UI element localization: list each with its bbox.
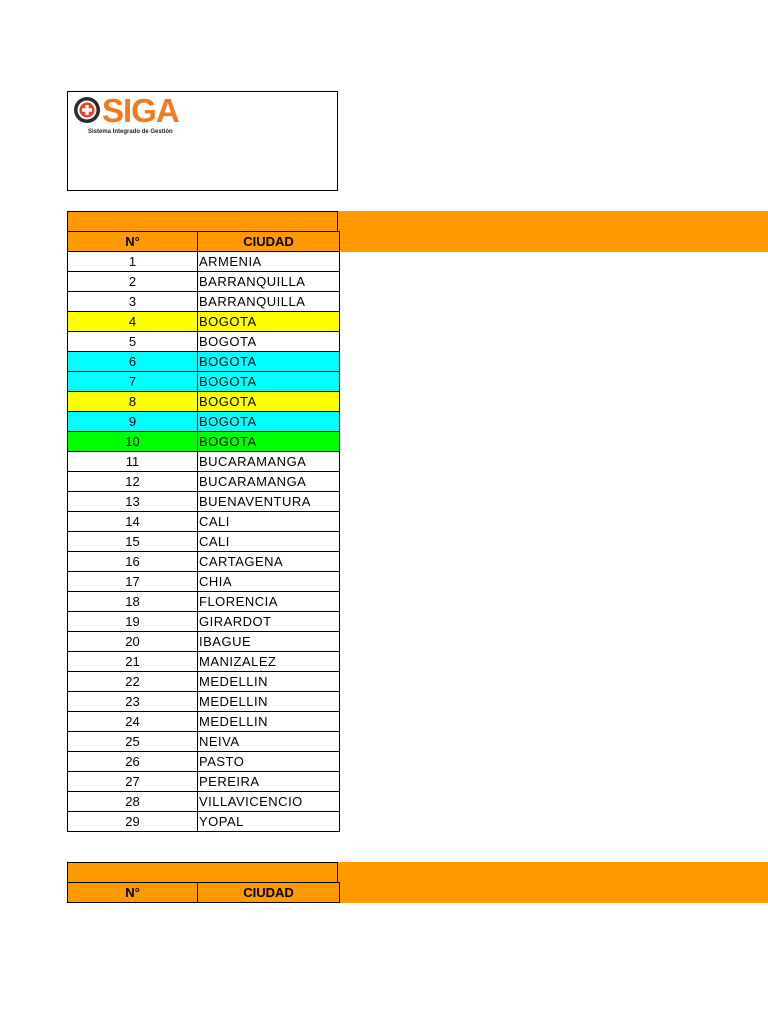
table-row (68, 372, 340, 392)
row-city: MEDELLIN (198, 692, 340, 712)
city-table-2 (67, 882, 340, 903)
row-number: 14 (68, 512, 198, 532)
table-row (68, 652, 340, 672)
row-number: 26 (68, 752, 198, 772)
row-number: 18 (68, 592, 198, 612)
row-number: 23 (68, 692, 198, 712)
table-row (68, 732, 340, 752)
row-city: FLORENCIA (198, 592, 340, 612)
row-city: CHIA (198, 572, 340, 592)
row-number: 6 (68, 352, 198, 372)
row-city: BARRANQUILLA (198, 292, 340, 312)
row-city: BOGOTA (198, 332, 340, 352)
column-header-number: N° (68, 232, 198, 252)
row-city: BOGOTA (198, 392, 340, 412)
row-city: BUENAVENTURA (198, 492, 340, 512)
table-row (68, 632, 340, 652)
row-number: 15 (68, 532, 198, 552)
column-header-city: CIUDAD (198, 883, 340, 903)
table-row (68, 432, 340, 452)
row-city: PASTO (198, 752, 340, 772)
row-city: ARMENIA (198, 252, 340, 272)
row-city: PEREIRA (198, 772, 340, 792)
row-number: 4 (68, 312, 198, 332)
row-city: BOGOTA (198, 312, 340, 332)
row-city: MANIZALEZ (198, 652, 340, 672)
table-row (68, 532, 340, 552)
row-number: 25 (68, 732, 198, 752)
row-city: BUCARAMANGA (198, 452, 340, 472)
row-city: BOGOTA (198, 372, 340, 392)
table-row (68, 512, 340, 532)
logo-text: SIGA (102, 92, 179, 129)
table-header-row (68, 232, 340, 252)
row-city: CALI (198, 532, 340, 552)
row-city: YOPAL (198, 812, 340, 832)
table-row (68, 572, 340, 592)
row-number: 9 (68, 412, 198, 432)
table-row (68, 772, 340, 792)
column-header-number: N° (68, 883, 198, 903)
logo-subtitle: Sistema Integrado de Gestión (88, 129, 173, 135)
row-number: 27 (68, 772, 198, 792)
row-city: BOGOTA (198, 352, 340, 372)
table-row (68, 472, 340, 492)
row-number: 22 (68, 672, 198, 692)
row-number: 13 (68, 492, 198, 512)
row-number: 2 (68, 272, 198, 292)
column-header-city: CIUDAD (198, 232, 340, 252)
table-row (68, 272, 340, 292)
row-number: 20 (68, 632, 198, 652)
header-band-2-title-cell (67, 862, 338, 883)
table-row (68, 752, 340, 772)
row-number: 12 (68, 472, 198, 492)
row-number: 1 (68, 252, 198, 272)
table-row (68, 332, 340, 352)
row-city: CARTAGENA (198, 552, 340, 572)
row-number: 17 (68, 572, 198, 592)
table-row (68, 712, 340, 732)
siga-logo-icon (73, 96, 101, 124)
row-city: BOGOTA (198, 432, 340, 452)
row-number: 28 (68, 792, 198, 812)
logo-box (67, 91, 338, 191)
table-row (68, 792, 340, 812)
table-row (68, 592, 340, 612)
row-number: 29 (68, 812, 198, 832)
table-row (68, 392, 340, 412)
row-city: BOGOTA (198, 412, 340, 432)
table-row (68, 292, 340, 312)
row-city: IBAGUE (198, 632, 340, 652)
table-row (68, 352, 340, 372)
row-city: MEDELLIN (198, 672, 340, 692)
table-row (68, 412, 340, 432)
table-row (68, 312, 340, 332)
table-row (68, 452, 340, 472)
table-header-row (68, 883, 340, 903)
row-city: NEIVA (198, 732, 340, 752)
row-city: GIRARDOT (198, 612, 340, 632)
row-number: 19 (68, 612, 198, 632)
table-row (68, 552, 340, 572)
table-row (68, 252, 340, 272)
row-number: 7 (68, 372, 198, 392)
row-number: 21 (68, 652, 198, 672)
table-row (68, 612, 340, 632)
row-city: MEDELLIN (198, 712, 340, 732)
row-number: 3 (68, 292, 198, 312)
header-band-1-title-cell (67, 211, 338, 232)
row-number: 5 (68, 332, 198, 352)
row-city: BARRANQUILLA (198, 272, 340, 292)
row-city: CALI (198, 512, 340, 532)
table-row (68, 812, 340, 832)
row-number: 24 (68, 712, 198, 732)
row-number: 8 (68, 392, 198, 412)
row-number: 10 (68, 432, 198, 452)
row-number: 11 (68, 452, 198, 472)
row-city: BUCARAMANGA (198, 472, 340, 492)
city-table-1 (67, 231, 340, 832)
table-row (68, 672, 340, 692)
table-row (68, 692, 340, 712)
row-number: 16 (68, 552, 198, 572)
row-city: VILLAVICENCIO (198, 792, 340, 812)
table-row (68, 492, 340, 512)
